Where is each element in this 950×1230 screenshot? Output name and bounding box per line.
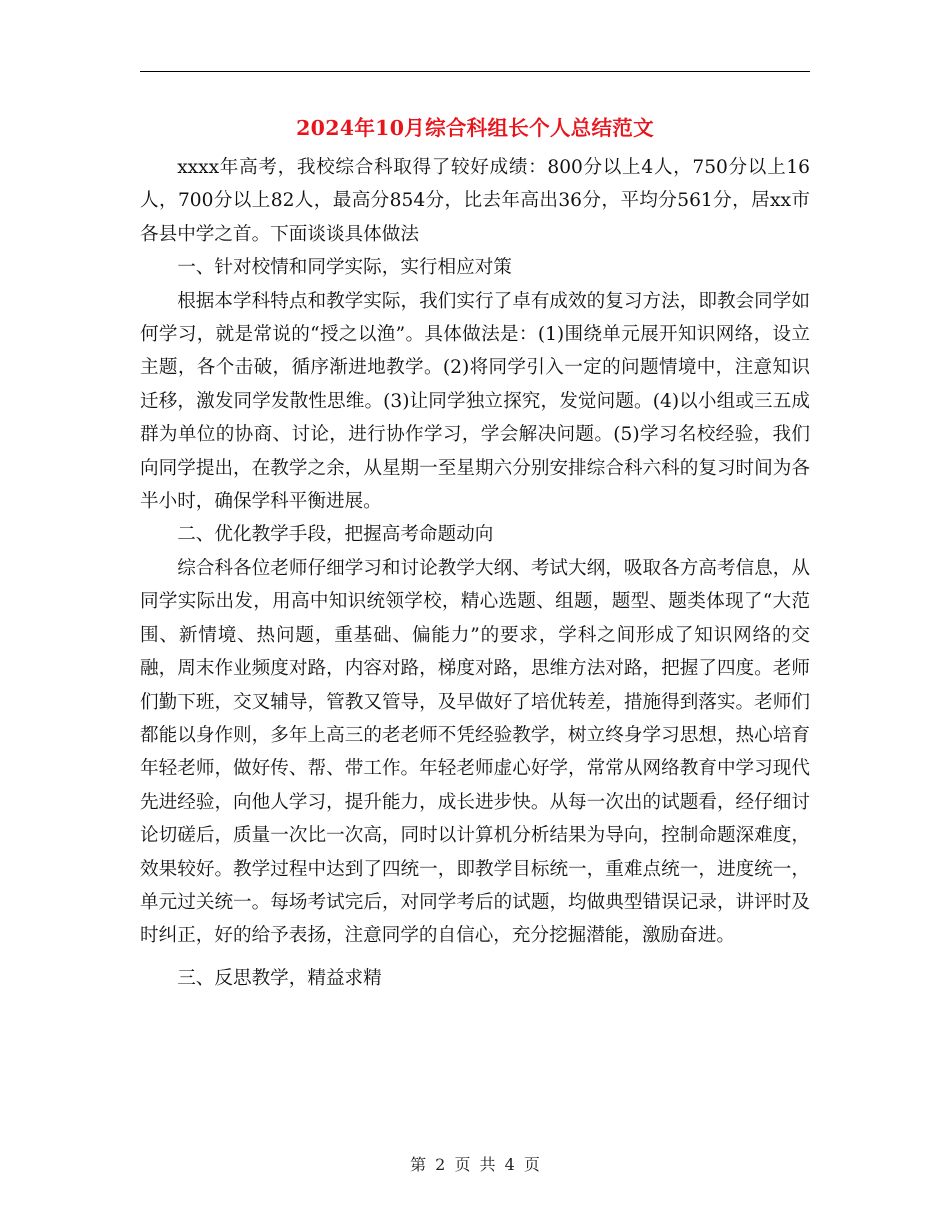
paragraph-intro: xxxx年高考，我校综合科取得了较好成绩：800分以上4人，750分以上16人，700分以上82人，最高分854分，比去年高出36分，平均分561分，居xx市各县中学之首。下面谈谈具体做法 <box>140 157 810 245</box>
section-heading-3: 三、反思教学，精益求精 <box>177 967 382 989</box>
page-number: 第 2 页 共 4 页 <box>410 1155 540 1174</box>
section-heading-2: 二、优化教学手段，把握高考命题动向 <box>177 524 494 546</box>
document-title: 2024年10月综合科组长个人总结范文 <box>296 116 654 140</box>
paragraph-section-1: 根据本学科特点和教学实际，我们实行了卓有成效的复习方法，即教会同学如何学习，就是常说的“授之以渔”。具体做法是：(1)围绕单元展开知识网络，设立主题，各个击破，循序渐进地教学。(2)将同学引入一定的问题情境中，注意知识迁移，激发同学发散性思维。(3)让同学独立探究，发觉问题。(4)以小组或三五成群为单位的协商、讨论，进行协作学习，学会解决问题。(5)学习名校经验，我们向同学提出，在教学之余，从星期一至星期六分别安排综合科六科的复习时间为各半小时，确保学科平衡进展。 <box>140 290 810 513</box>
header-rule <box>140 71 810 72</box>
paragraph-section-2: 综合科各位老师仔细学习和讨论教学大纲、考试大纲，吸取各方高考信息，从同学实际出发，用高中知识统领学校，精心选题、组题，题型、题类体现了“大范围、新情境、热问题，重基础、偏能力”的要求，学科之间形成了知识网络的交融，周末作业频度对路，内容对路，梯度对路，思维方法对路，把握了四度。老师们勤下班，交叉辅导，管教又管导，及早做好了培优转差，措施得到落实。老师们都能以身作则，多年上高三的老老师不凭经验教学，树立终身学习思想，热心培育年轻老师，做好传、帮、带工作。年轻老师虚心好学，常常从网络教育中学习现代先进经验，向他人学习，提升能力，成长进步快。从每一次出的试题看，经仔细讨论切磋后，质量一次比一次高，同时以计算机分析结果为导向，控制命题深难度，效果较好。教学过程中达到了四统一，即教学目标统一，重难点统一，进度统一，单元过关统一。每场考试完后，对同学考后的试题，均做典型错误记录，讲评时及时纠正，好的给予表扬，注意同学的自信心，充分挖掘潜能，激励奋进。 <box>140 557 810 947</box>
section-heading-1: 一、针对校情和同学实际，实行相应对策 <box>177 257 512 279</box>
document-body <box>140 151 810 995</box>
